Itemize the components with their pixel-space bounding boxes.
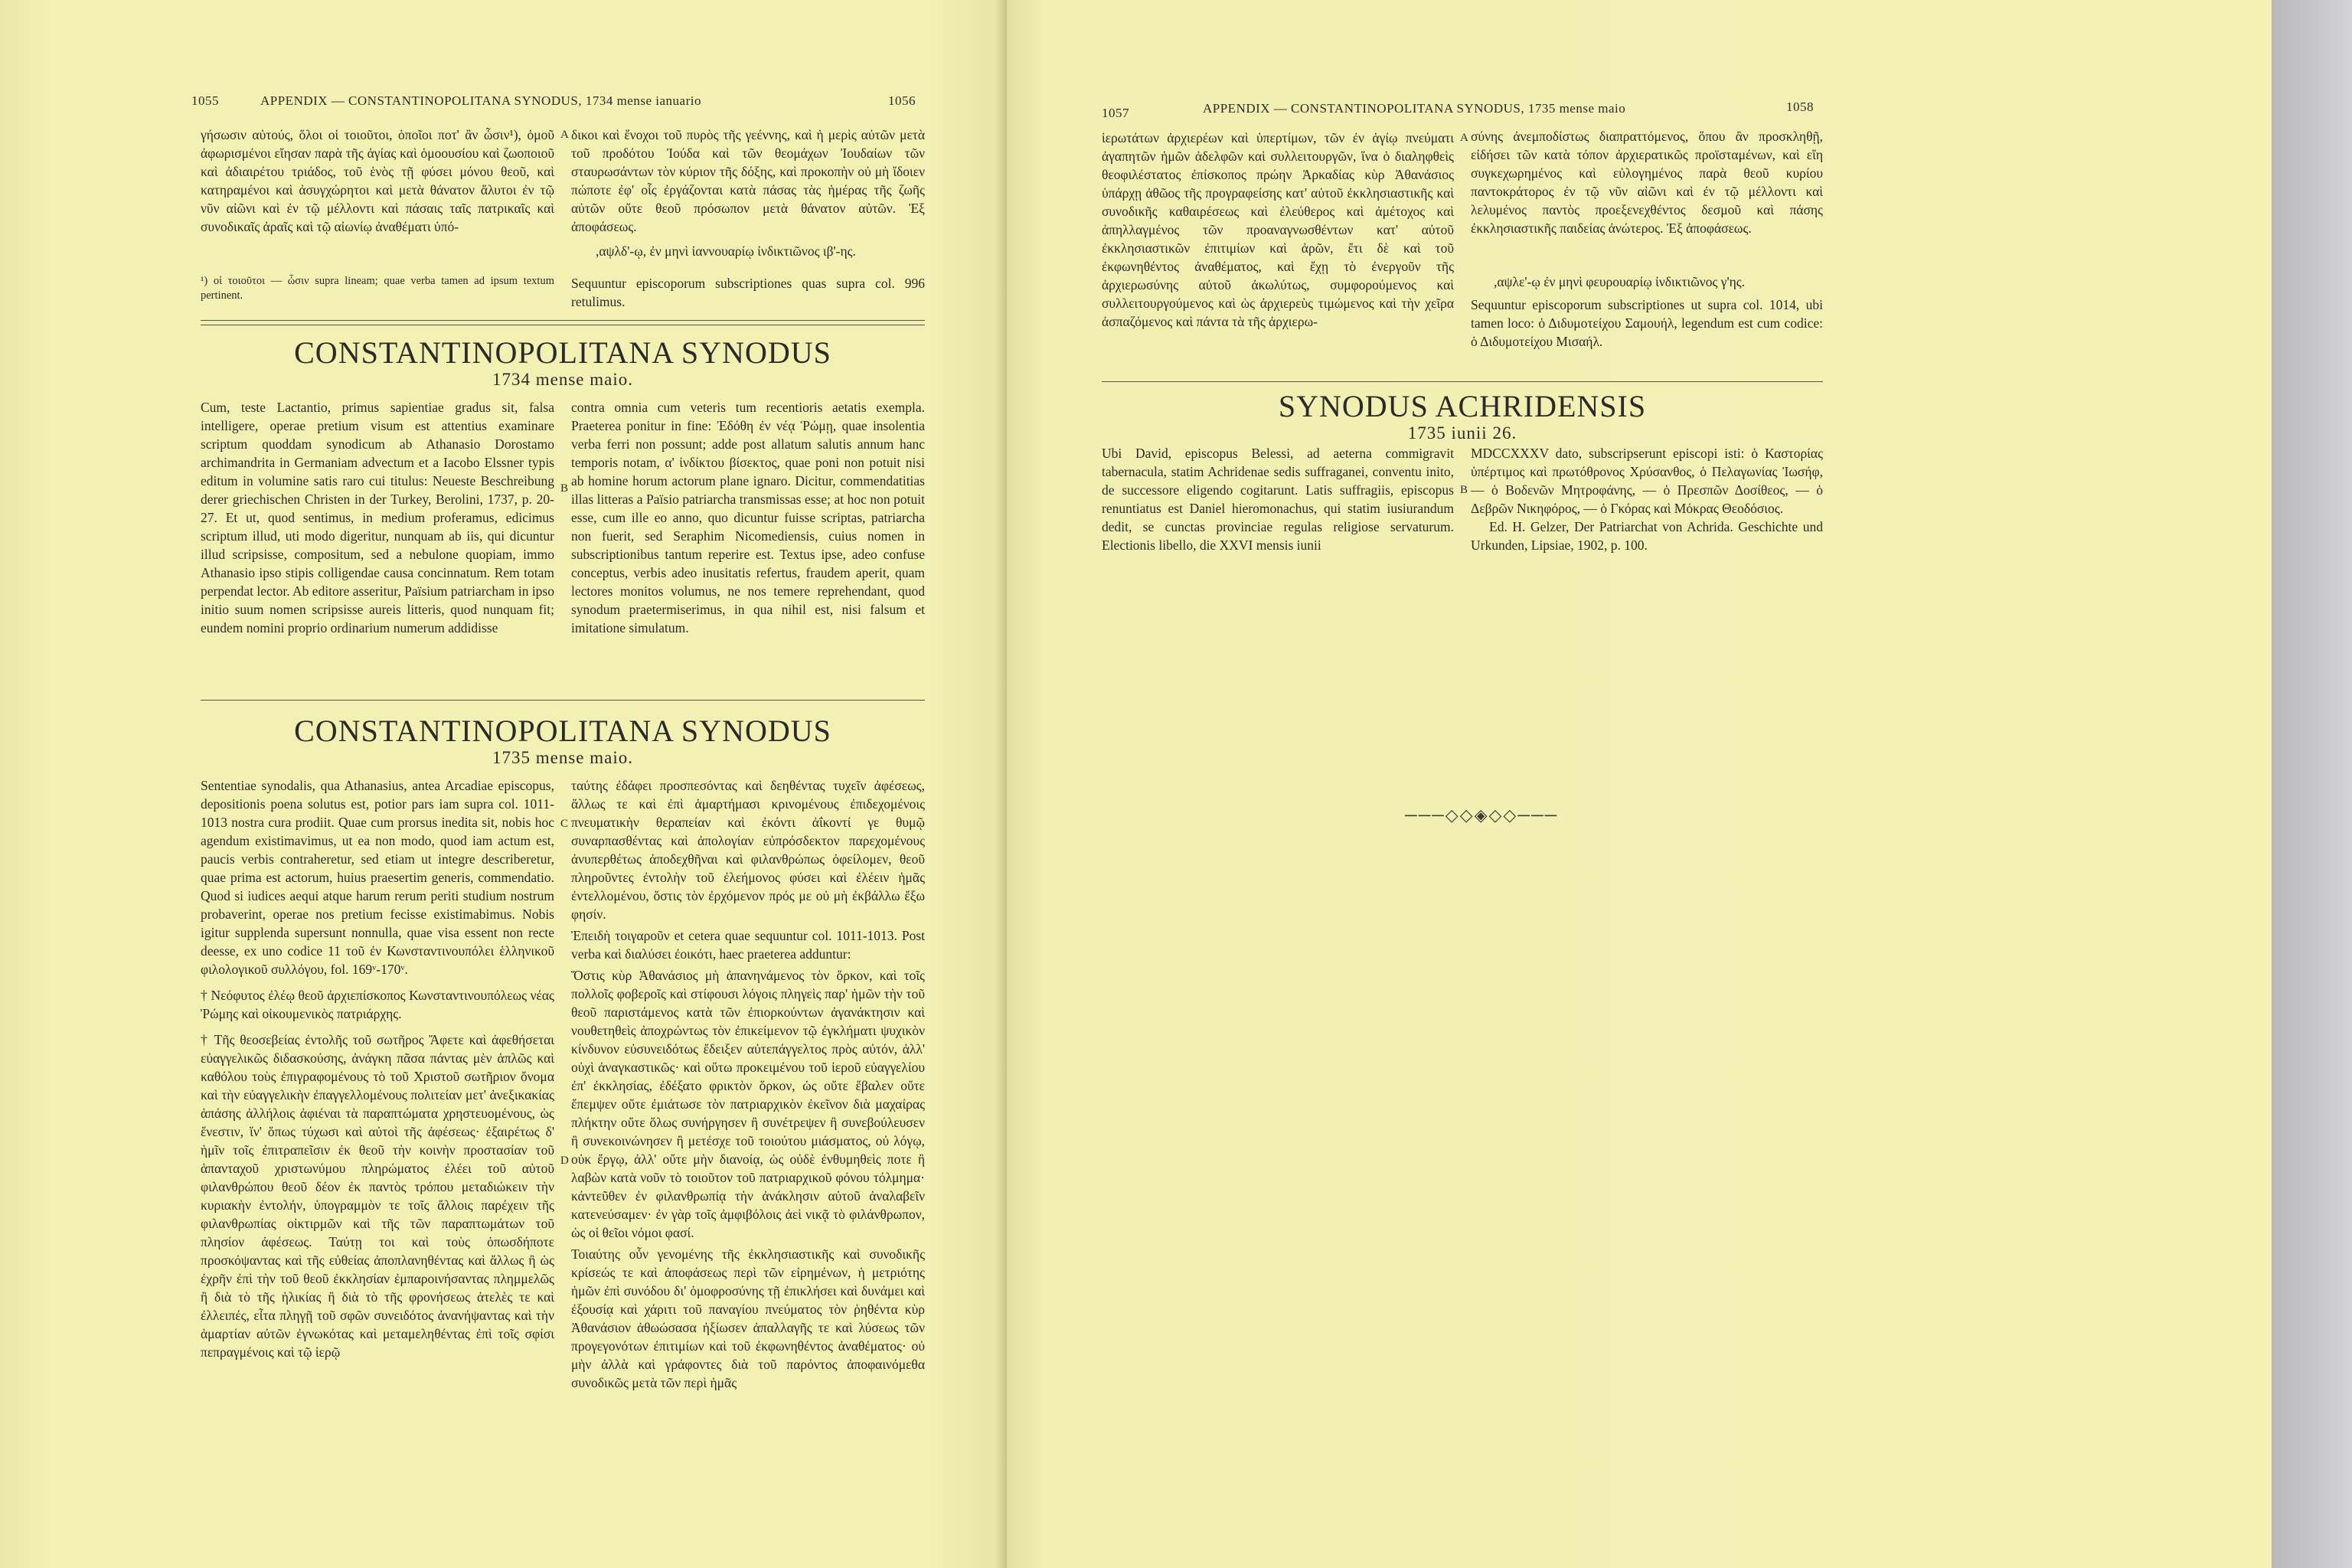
section-divider [201, 320, 925, 321]
section-heading: CONSTANTINOPOLITANA SYNODUS [294, 714, 831, 748]
greek-paragraph: ταύτης ἐδάφει προσπεσόντας καὶ δεηθέντας τυχεῖν ἀφέσεως, ἄλλως τε καὶ ἐπὶ ἁμαρτήμασι κρινομένους ἐπιδεχομένοις πνευματικὴν θεραπείαν καὶ ἐκόντι ἀΐκοντί γε θυμῷ συναρπασθέντας καὶ ἀπολογίαν εὐπρόσδεκτον παρεχομένους ἀνυπερθέτως ἀποδεχθῆναι καὶ φιλανθρώπως ὀφείλομεν, θεοῦ πληροῦντες ἐντολὴν τοῦ ἐλεήμονος φύσει καὶ ἐλέειν ἡμᾶς ἐντελλομένου, ὅστις τὸν ἐρχόμενον πρός με οὐ μὴ ἐκβάλλω ἔξω φησίν. [571, 778, 925, 922]
greek-text-column: δικοι καὶ ἔνοχοι τοῦ πυρὸς τῆς γεέννης, καὶ ἡ μερὶς αὐτῶν μετὰ τοῦ προδότου Ἰούδα καὶ τῶν θεομάχων Ἰουδαίων τῶν σταυρωσάντων τὸν κύριον τῆς δόξης, καὶ προκοπὴν οὐ μὴ ἴδοιεν πώποτε ἐφ' οἷς ἐργάζονται κατὰ πάσας τὰς ἡμέρας τῆς ζωῆς αὐτῶν οὔτε θεοῦ πρόσωπον μετὰ θάνατον αὐτῶν. Ἐξ ἀποφάσεως. [571, 127, 925, 234]
column-number-left: 1055 [191, 93, 219, 108]
end-ornament: ───◇◇◈◇◇─── [1405, 805, 1559, 825]
section-divider [1102, 381, 1823, 382]
latin-text-column [1471, 444, 1823, 554]
margin-letter: B [560, 482, 569, 495]
section-date: 1734 mense maio. [492, 370, 633, 389]
latin-text-column [201, 776, 554, 1361]
greek-paragraph: Ὅστις κὺρ Ἀθανάσιος μὴ ἀπανηνάμενος τὸν ὅρκον, καὶ τοῖς πολλοῖς φοβεροῖς καὶ στίφουσι λόγοις πληγεὶς παρ' ἡμῶν τὴν τοῦ θεοῦ παριστάμενος κατὰ τῶν ἐπιορκούντων ἀγανάκτησιν καὶ νουθετηθεὶς ἀποχρώντως τὸν ἐπικείμενον τῷ ἐγκλήματι ψυχικὸν κίνδυνον εὐσυνειδότως ἔδειξεν αὐτεπάγγελτος πρὸς αὐτόν, ἀλλ' οὐχὶ ἀναγκαστικῶς· καὶ οὕτω προκειμένου τοῦ ἱεροῦ εὐαγγελίου ἐπ' ἐκκλησίας, ἐδέξατο φρικτὸν ὅρκον, ὡς οὔτε ἔβαλεν οὔτε ἔπεμψεν οὔτε ἐμιάτωσε τὸν πατριαρχικὸν ἐκεῖνον διὰ μαχαίρας πλήκτην οὔτε ὅλως συνήργησεν ἢ συνέτρεψεν ἢ συνεβούλευσεν ἢ συνεκοινώνησεν ἢ μετέσχε τοῦ τοιούτου μιάσματος, οὐ λόγῳ, οὐκ ἔργῳ, ἀλλ' οὔτε μὴν διανοίᾳ, ὡς οὐδὲ ἐνθυμηθεὶς ποτε ἢ λαβὼν κατὰ νοῦν τὸ τοιοῦτον τοῦ πατριαρχικοῦ φόνου τόλμημα· κάντεῦθεν ἐν φιλανθρωπίᾳ τὴν ἀνάκλησιν αὐτοῦ ἀναλαβεῖν κατενεύσαμεν· ἐν γὰρ τοῖς ἀμφιβόλοις ἀεὶ νικᾷ τὸ φιλάνθρωπον, ὡς οἱ θεῖοι νόμοι φασί. [571, 968, 925, 1240]
subscription-list: MDCCXXXV dato, subscripserunt episcopi isti: ὁ Καστορίας ὑπέρτιμος καὶ πρωτόθρονος Χρύσανθος, ὁ Πελαγωνίας Ἰωσήφ, — ὁ Βοδενῶν Μητροφάνης, — ὁ Πρεσπῶν Δοσίθεος, — ὁ Δεβρῶν Νικηφόρος, — ὁ Γκόρας καὶ Μόκρας Θεοδόσιος. [1471, 446, 1823, 516]
source-reference: Ed. H. Gelzer, Der Patriarchat von Achrida. Geschichte und Urkunden, Lipsiae, 1902, p. 100. [1471, 519, 1823, 553]
section-date: 1735 iunii 26. [1407, 423, 1517, 443]
column-number-right: 1056 [888, 93, 916, 108]
editorial-paragraph: Ἐπειδὴ τοιγαροῦν et cetera quae sequuntur col. 1011-1013. Post verba καὶ διαλύσει ἐοικότι, haec praeterea adduntur: [571, 928, 925, 962]
section-title [1102, 390, 1823, 444]
section-title [201, 715, 925, 769]
greek-paragraph: † Νεόφυτος ἐλέῳ θεοῦ ἀρχιεπίσκοπος Κωνσταντινουπόλεως νέας Ῥώμης καὶ οἰκουμενικὸς πατριάρχης. [201, 988, 554, 1021]
margin-letter: C [560, 818, 569, 830]
margin-letter: A [560, 129, 569, 141]
column-number-left: 1057 [1102, 106, 1129, 120]
date-line: ,αψλε'-ῳ ἐν μηνὶ φευρουαρίῳ ἰνδικτιῶνος γ'ης. [1494, 274, 1746, 289]
greek-text-column: ἱερωτάτων ἀρχιερέων καὶ ὑπερτίμων, τῶν ἐν ἁγίῳ πνεύματι ἀγαπητῶν ἡμῶν ἀδελφῶν καὶ συλλειτουργῶν, ἵνα ὁ διαληφθεὶς θεοφιλέστατος ἐπίσκοπος πρώην Ἀρκαδίας κὺρ Ἀθανάσιος ὑπάρχῃ ἀθῶος τῆς προγραφείσης κατ' αὐτοῦ ἐκκλησιαστικῆς καὶ συνοδικῆς καθαιρέσεως καὶ ἐλεύθερος καὶ ἀμέτοχος καὶ ἀπηλλαγμένος τῶν προαναγνωσθέντων κατ' αὐτοῦ ἐκκλησιαστικῶν ἐπιτιμίων καὶ ἀρῶν, ἔτι δὲ καὶ τοῦ ἐκφωνηθέντος ἀναθέματος, καὶ ἔχῃ τὸ ἐνεργοῦν τῆς ἀρχιερωσύνης αὐτοῦ ἀκωλύτως, συμφορούμενος καὶ συλλειτουργούμενος καὶ ὡς ἀρχιερεὺς τιμώμενος καὶ τὴν χεῖρα ἀσπαζόμενος καὶ πάντα τὰ τῆς ἀρχιερω- [1102, 130, 1454, 329]
running-head: APPENDIX — CONSTANTINOPOLITANA SYNODUS, 1734 mense ianuario [260, 93, 701, 108]
greek-text-column: γήσωσιν αὐτούς, ὅλοι οἱ τοιοῦτοι, ὁποῖοι ποτ' ἂν ὦσιν¹), ὁμοῦ ἀφωρισμένοι εἴησαν παρὰ τῆς ἁγίας καὶ ὁμοουσίου καὶ ζωοποιοῦ καὶ ἀδιαιρέτου τριάδος, τοῦ ἑνὸς τῇ φύσει μόνου θεοῦ, καὶ κατηραμένοι καὶ ἀσυγχώρητοι καὶ μετὰ θάνατον ἄλυτοι ἐν τῷ νῦν αἰῶνι καὶ ἐν τῷ μέλλοντι καὶ πάσαις ταῖς πατρικαῖς καὶ συνοδικαῖς ἀραῖς καὶ τῷ αἰωνίῳ ἀναθέματι ὑπό- [201, 127, 554, 234]
greek-paragraph: Τοιαύτης οὖν γενομένης τῆς ἐκκλησιαστικῆς καὶ συνοδικῆς κρίσεώς τε καὶ ἀποφάσεως περὶ τῶν εἰρημένων, ἡ μετριότης ἡμῶν ἐπὶ συνόδου δι' ὁμοφροσύνης τῇ ἐπικλήσει καὶ δυνάμει καὶ ἐξουσίᾳ καὶ χάριτι τοῦ παναγίου πνεύματος τὸν ῥηθέντα κὺρ Ἀθανάσιον ἀθωώσασα ἠξίωσεν ἀπαλλαγῆς τε καὶ λύσεως τῶν προγεγονότων ἐπιτιμίων καὶ τοῦ ἐκφωνηθέντος ἀναθέματος· οὐ μὴν ἀλλὰ καὶ γράφοντες διὰ τοῦ παρόντος ἀποφαινόμεθα συνοδικῶς μετὰ τῶν περὶ ἡμᾶς [571, 1246, 925, 1390]
margin-letter: B [1460, 484, 1468, 496]
left-page [0, 0, 1007, 1568]
footnote: ¹) οἱ τοιοῦτοι — ὦσιν supra lineam; quae verba tamen ad ipsum textum pertinent. [201, 275, 554, 302]
greek-text-column [571, 776, 925, 1392]
latin-text-column: Cum, teste Lactantio, primus sapientiae gradus sit, falsa intelligere, operae pretium visum est attentius examinare scriptum quoddam synodicum ab Athanasio Dorostamo archimandrita in Germaniam advectum et a Iacobo Elssner typis editum in volumine satis raro cui titulus: Neueste Beschreibung derer griechischen Christen in der Turkey, Berolini, 1737, p. 20-27. Et ut, quod sentimus, in medium proferamus, edicimus scriptum illud, uti modo digeritur, nunquam ab iis, qui dicuntur illud scripsisse, compositum, sed a nebulone quopiam, immo Athanasio ipso stipis colligendae causa concinnatum. Rem totam perpendat lector. Ab editore asseritur, Païsium patriarcham in ipso initio suum nomen scripsisse aureis litteris, quod nunquam fit; eundem nomini proprio ordinarium numerum addidisse [201, 400, 554, 635]
section-date: 1735 mense maio. [492, 748, 633, 767]
latin-text-column: contra omnia cum veteris tum recentioris aetatis exempla. Praeterea ponitur in fine: Ἐδόθη ἐν νέᾳ Ῥώμῃ, quae insolentia verba ferri non possunt; adde post allatum salutis annum hanc temporis notam, α' ἰνδίκτου βίσεκτος, quae poni non potuit nisi ab homine horum actorum plane ignaro. Dicitur, commendatitias illas litteras a Païsio patriarcha transmissas esse; at hoc non potuit esse, cum ille eo anno, quo dicuntur fuisse scriptas, patriarcha non fuerit, sed Seraphim Nicomediensis, cuius nomen in subscriptionibus tantum reperire est. Textus ipse, adeo confuse conceptus, verbis adeo inusitatis refertus, fraudem aperit, quam lectores monitos volumus, ne nos temere reprehendant, quod synodum praetermiserimus, in qua nihil est, nisi falsum et imitatione simulatum. [571, 400, 925, 635]
editorial-note: Sequuntur episcoporum subscriptiones ut supra col. 1014, ubi tamen loco: ὁ Διδυμοτείχου Σαμουήλ, legendum est cum codice: ὁ Διδυμοτείχου Μισαήλ. [1471, 297, 1823, 349]
editorial-note: Sequuntur episcoporum subscriptiones quas supra col. 996 retulimus. [571, 276, 925, 309]
latin-text-column: Ubi David, episcopus Belessi, ad aeterna commigravit tabernacula, statim Achridenae sedis suffraganei, conventu inito, de successore eligendo cogitarunt. Latis suffragiis, episcopus renuntiatus est Daniel hieromonachus, qui statim iusiurandum dedit, se cunctas provinciae regulas religiose servaturum. Electionis libello, die XXVI mensis iunii [1102, 446, 1454, 553]
section-heading: SYNODUS ACHRIDENSIS [1278, 389, 1647, 423]
margin-letter: A [1460, 132, 1468, 144]
running-head: APPENDIX — CONSTANTINOPOLITANA SYNODUS, 1735 mense maio [1203, 101, 1626, 116]
greek-text-column: σύνης ἀνεμποδίστως διαπραττόμενος, ὅπου ἂν προσκληθῇ, εἰδήσει τῶν κατὰ τόπον ἀρχιερατικῶς προϊσταμένων, καὶ εἴη συγκεχωρημένος καὶ εὐλογημένος παρὰ θεοῦ κυρίου παντοκράτορος ἐν τῷ νῦν αἰῶνι καὶ ἐν τῷ μέλλοντι καὶ λελυμένος παντὸς προεξενεχθέντος δεσμοῦ καὶ πάσης ἐκκλησιαστικῆς παιδείας ἀνώτερος. Ἐξ ἀποφάσεως. [1471, 129, 1823, 236]
section-title [201, 337, 925, 390]
page-edge-background [2272, 0, 2352, 1568]
section-divider [201, 700, 925, 701]
margin-letter: D [560, 1155, 569, 1167]
right-page [1007, 0, 2272, 1568]
intro-paragraph: Sententiae synodalis, qua Athanasius, antea Arcadiae episcopus, depositionis poena solutus est, potior pars iam supra col. 1011-1013 nostra cura prodiit. Quae cum prorsus inedita sit, nobis hoc agendum existimavimus, ut ea non modo, quod iam actum est, paucis verbis contraheretur, sed etiam ut integre describeretur, quae prima est actorum, huius praesertim generis, commendatio. Quod si iudices aequi atque harum rerum periti studium nostrum probaverint, operae nos pretium fecisse existimabimus. Nobis igitur supplenda supersunt nonnulla, quae visa essent non recte deesse, ex uno codice 11 τοῦ ἐν Κωνσταντινουπόλει ἑλληνικοῦ φιλολογικοῦ συλλόγου, fol. 169ᵛ-170ᵛ. [201, 778, 554, 977]
column-number-right: 1058 [1786, 100, 1814, 114]
section-heading: CONSTANTINOPOLITANA SYNODUS [294, 335, 831, 370]
date-line: ,αψλδ'-ῳ, ἐν μηνὶ ἰαννουαρίῳ ἰνδικτιῶνος ιβ'-ης. [596, 243, 856, 259]
greek-paragraph: † Τῆς θεοσεβείας ἐντολῆς τοῦ σωτῆρος Ἄφετε καὶ ἀφεθήσεται εὐαγγελικῶς διδασκούσης, ἀνάγκη πᾶσα πάντας μὲν ἁπλῶς καὶ καθόλου τοὺς ἐπιγραφομένους τὸ τοῦ Χριστοῦ σωτῆριον ὄνομα καὶ τὴν εὐαγγελικὴν ἐπαγγελλομένους πολιτείαν μετ' ἀνεξικακίας ἁπάσης ἀλλήλοις ἀφιέναι τὰ παραπτώματα χρηστευομένους, ὡς ἔνεστιν, ἵν' ὅπως τύχωσι καὶ αὐτοὶ τῆς ἀφέσεως· ἐξαιρέτως δ' ἡμῖν τοῖς ἐπιτραπεῖσιν ἐκ θεοῦ τὴν κοινὴν προστασίαν τοῦ ἁπανταχοῦ χριστωνύμου πληρώματος ἐλέει τοῦ αὐτοῦ φιλανθρώπου θεοῦ δέον ἐκ παντὸς τρόπου μεταδιώκειν τὴν κυριακὴν ἐντολήν, ὑπογραμμὸν τε τοῖς ἄλλοις παρέχειν τῆς φιλανθρωπίας οἰκτιρμῶν καὶ τῆς τῶν παραπτωμάτων τοῦ πλησίον ἀφέσεως. Ταύτῃ τοι καὶ τοὺς ὁπωσδήποτε προσκόψαντας καὶ τῆς εὐθείας ἀποπλανηθέντας καὶ ἄλλως ἢ ὡς ἐχρῆν ἐπὶ τὴν τοῦ θεοῦ ἐκκλησίαν ἐμπαροινήσαντας πλημμελῶς ἢ διὰ τὸ τῆς ἡλικίας ἢ διὰ τὸ τῆς φρονήσεως ἀτελὲς τε καὶ ἐλλειπές, εἶτα πληγῇ τοῦ σφῶν συνειδότος ἀνανήψαντας καὶ τὴν ἁμαρτίαν αὐτῶν ἐγνωκότας καὶ μεταμεληθέντας ἐπὶ τοῖς σφίσι πεπραγμένοις καὶ τῷ ἱερῷ [201, 1032, 554, 1360]
